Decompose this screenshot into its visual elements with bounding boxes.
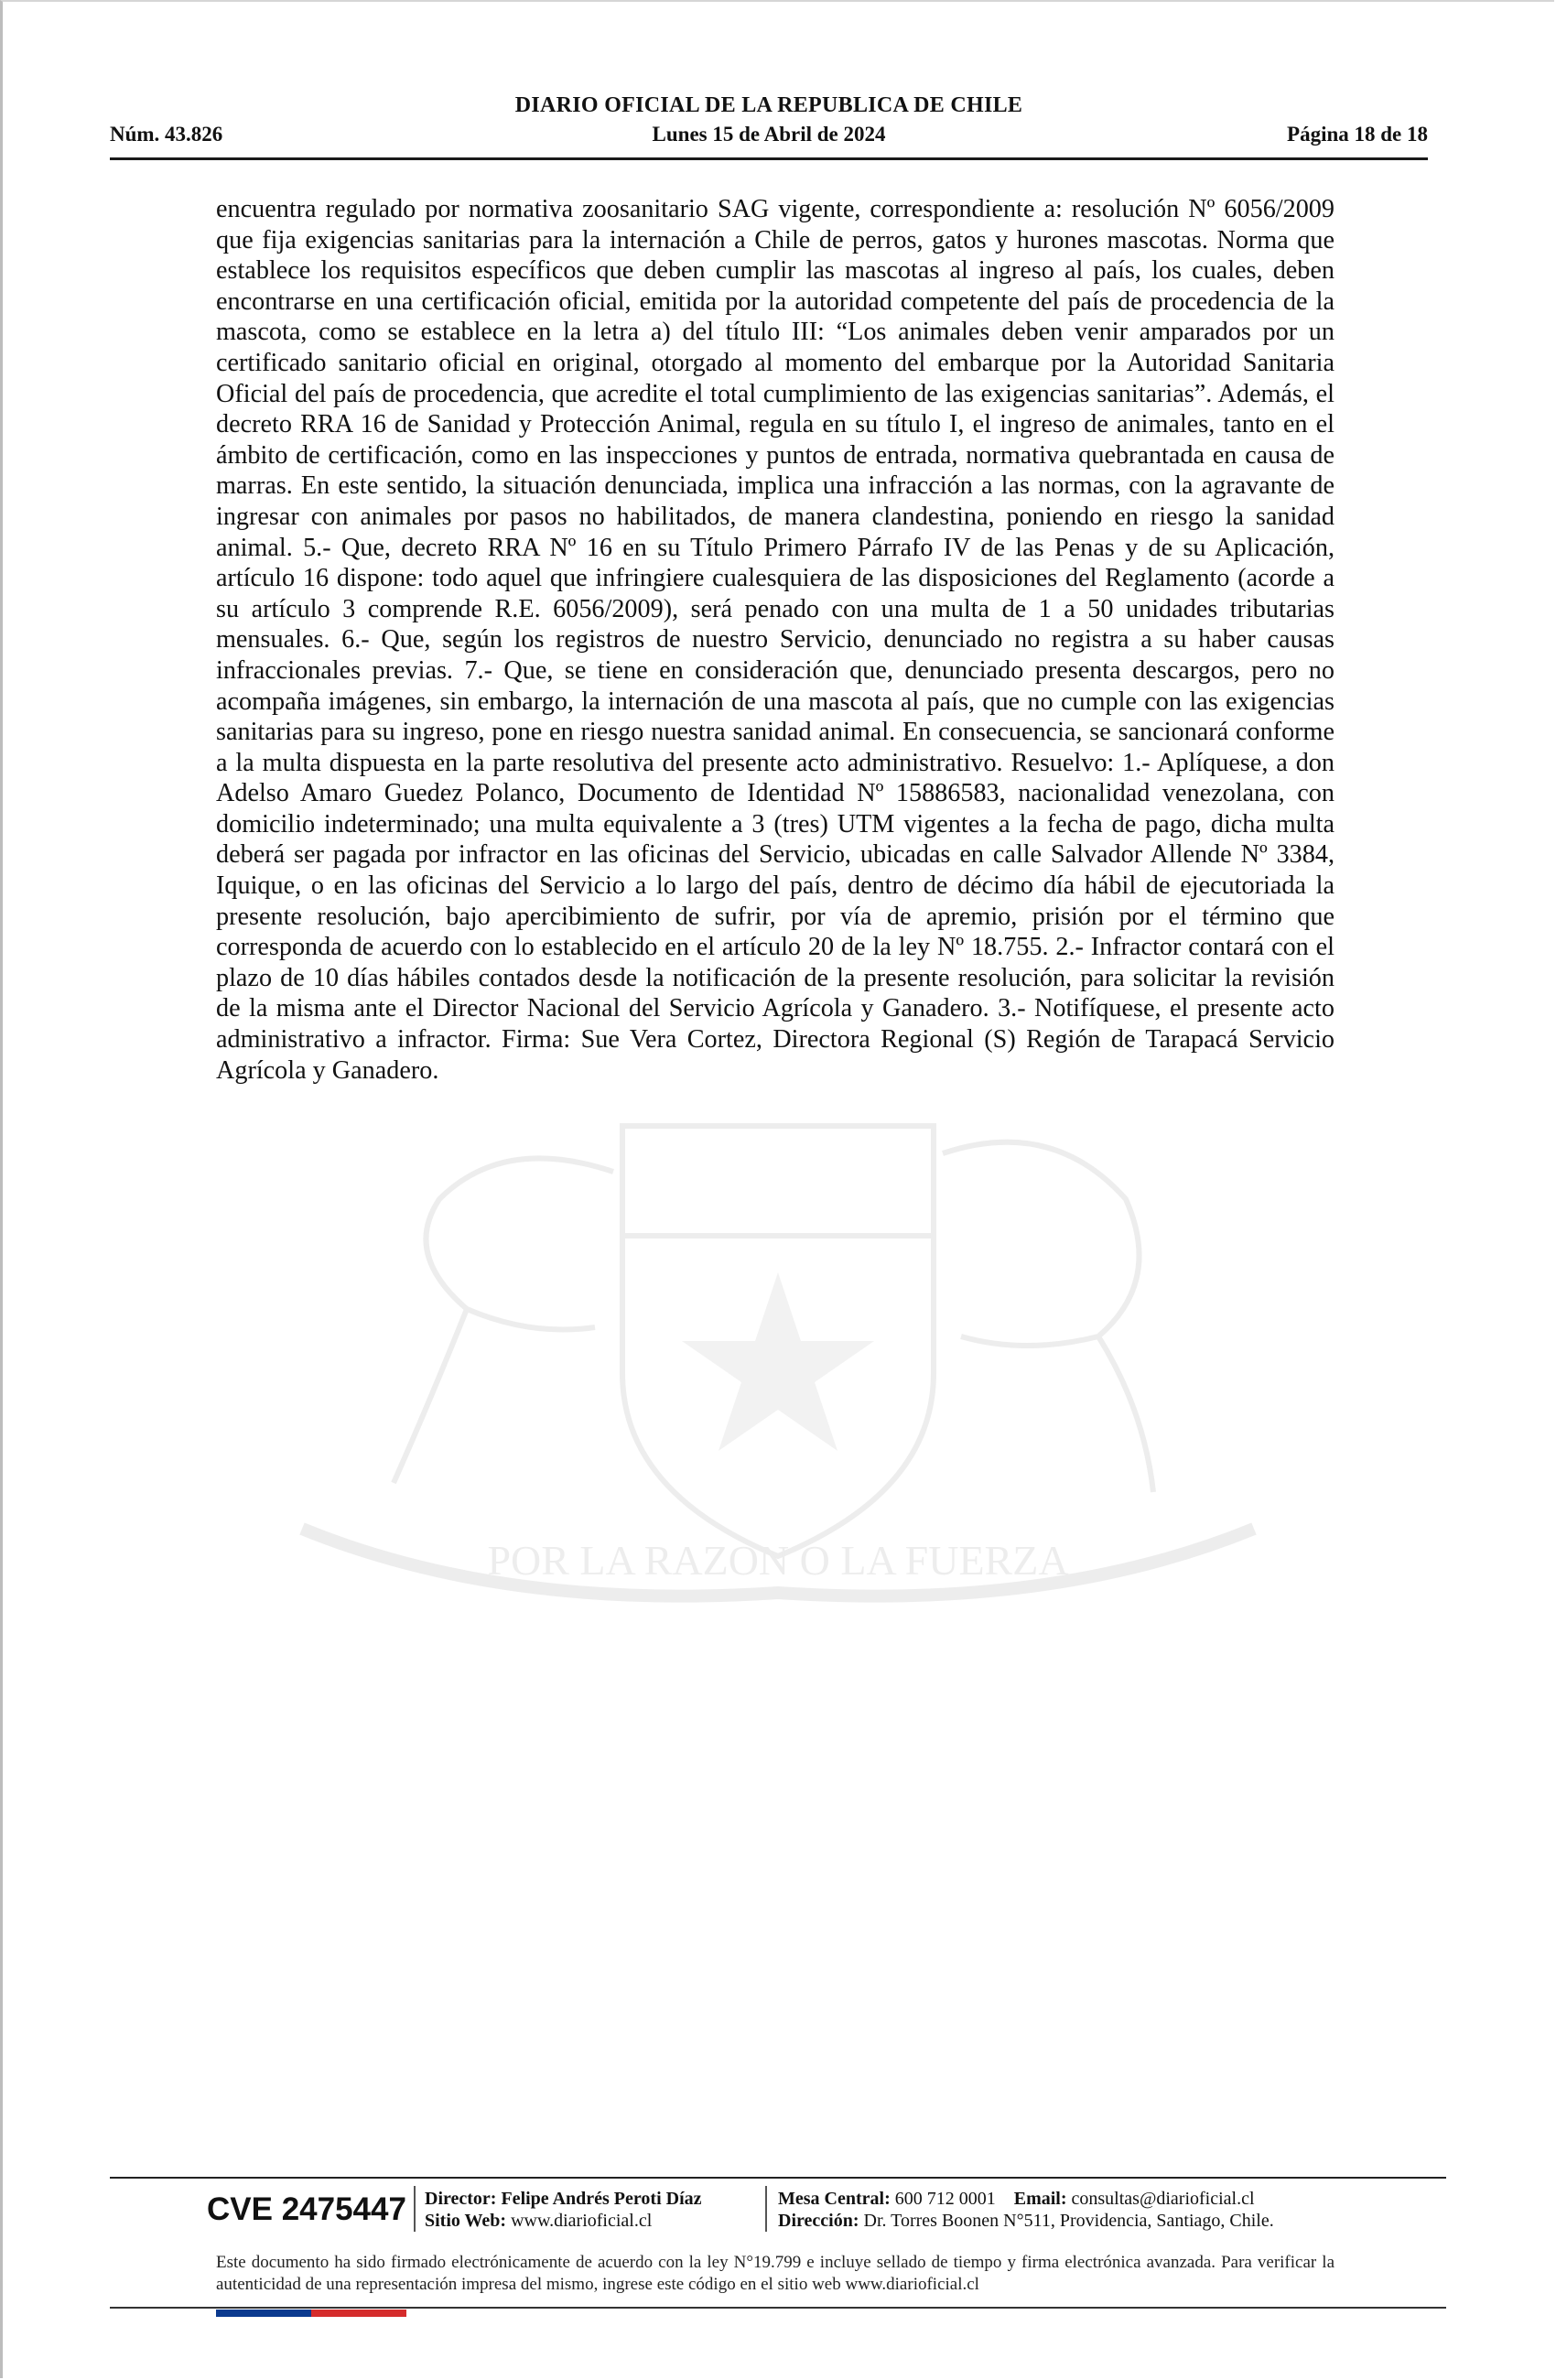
flag-stripe-blue (216, 2310, 311, 2317)
phone-number: 600 712 0001 (894, 2189, 996, 2209)
website-label: Sitio Web: (425, 2211, 507, 2231)
issue-date: Lunes 15 de Abril de 2024 (652, 123, 886, 146)
footer-divider (765, 2186, 767, 2232)
issue-number: Núm. 43.826 (110, 123, 223, 146)
coat-of-arms-watermark (229, 1098, 1327, 1666)
director-label: Director: (425, 2189, 497, 2209)
address-text: Dr. Torres Boonen N°511, Providencia, Santiago, Chile. (863, 2211, 1274, 2231)
email-label: Email: (1013, 2189, 1067, 2209)
email-link[interactable]: consultas@diarioficial.cl (1071, 2189, 1255, 2209)
footer-top-rule (110, 2177, 1446, 2179)
phone-label: Mesa Central: (778, 2189, 891, 2209)
motto-text: POR LA RAZON O LA FUERZA (487, 1537, 1069, 1584)
director-name: Felipe Andrés Peroti Díaz (501, 2189, 702, 2209)
document-body-text: encuentra regulado por normativa zoosanitario SAG vigente, correspondiente a: resolución Nº 6056/2009 que fija exigencias sanitarias para la internación a Chile de perros, gatos y hurones mascotas. Norma que establece los requisitos específicos que deben cumplir las mascotas al ingreso al país, los cuales, deben encontrarse en una certificación oficial, emitida por la autoridad competente del país de procedencia de la mascota, como se establece en la letra a) del título III: “Los animales deben venir amparados por un certificado sanitario oficial en original, otorgado al momento del embarque por la Autoridad Sanitaria Oficial del país de procedencia, que acredite el total cumplimiento de las exigencias sanitarias”. Además, el decreto RRA 16 de Sanidad y Protección Animal, regula en su título I, el ingreso de animales, tanto en el ámbito de certificación, como en las inspecciones y puntos de entrada, normativa quebrantada en causa de marras. En este sentido, la situación denunciada, implica una infracción a las normas, con la agravante de ingresar con animales por pasos no habilitados, de manera clandestina, poniendo en riesgo la sanidad animal. 5.- Que, decreto RRA Nº 16 en su Título Primero Párrafo IV de las Penas y de su Aplicación, artículo 16 dispone: todo aquel que infringiere cualesquiera de las disposiciones del Reglamento (acorde a su artículo 3 comprende R.E. 6056/2009), será penado con una multa de 1 a 50 unidades tributarias mensuales. 6.- Que, según los registros de nuestro Servicio, denunciado no registra a su haber causas infraccionales previas. 7.- Que, se tiene en consideración que, denunciado presenta descargos, pero no acompaña imágenes, sin embargo, la internación de una mascota al país, que no cumple con las exigencias sanitarias para su ingreso, pone en riesgo nuestra sanidad animal. En consecuencia, se sancionará conforme a la multa dispuesta en la parte resolutiva del presente acto administrativo. Resuelvo: 1.- Aplíquese, a don Adelso Amaro Guedez Polanco, Documento de Identidad Nº 15886583, nacionalidad venezolana, con domicilio indeterminado; una multa equivalente a 3 (tres) UTM vigentes a la fecha de pago, dicha multa deberá ser pagada por infractor en las oficinas del Servicio, ubicadas en calle Salvador Allende Nº 3384, Iquique, o en las oficinas del Servicio a lo largo del país, dentro de décimo día hábil de ejecutoriada la presente resolución, bajo apercibimiento de sufrir, por vía de apremio, prisión por el término que corresponda de acuerdo con lo establecido en el artículo 20 de la ley Nº 18.755. 2.- Infractor contará con el plazo de 10 días hábiles contados desde la notificación de la presente resolución, para solicitar la revisión de la misma ante el Director Nacional del Servicio Agrícola y Ganadero. 3.- Notifíquese, el presente acto administrativo a infractor. Firma: Sue Vera Cortez, Directora Regional (S) Región de Tarapacá Servicio Agrícola y Ganadero. (216, 195, 1334, 1085)
flag-stripe-red (311, 2310, 406, 2317)
page-header (110, 93, 1428, 160)
gazette-title: DIARIO OFICIAL DE LA REPUBLICA DE CHILE (514, 93, 1023, 117)
cve-code: CVE 2475447 (207, 2191, 406, 2227)
electronic-signature-disclaimer: Este documento ha sido firmado electrónicamente de acuerdo con la ley N°19.799 e incluye sellado de tiempo y firma electrónica avanzada. Para verificar la autenticidad de una representación impresa del mismo, ingrese este código en el sitio web www.diarioficial.cl (216, 2253, 1334, 2294)
footer-director-block (425, 2188, 702, 2232)
website-link[interactable]: www.diarioficial.cl (511, 2211, 653, 2231)
footer-divider (414, 2186, 416, 2232)
footer-contact-block (778, 2188, 1274, 2232)
address-label: Dirección: (778, 2211, 859, 2231)
page-number: Página 18 de 18 (1287, 123, 1428, 146)
footer-bottom-rule (110, 2307, 1446, 2309)
